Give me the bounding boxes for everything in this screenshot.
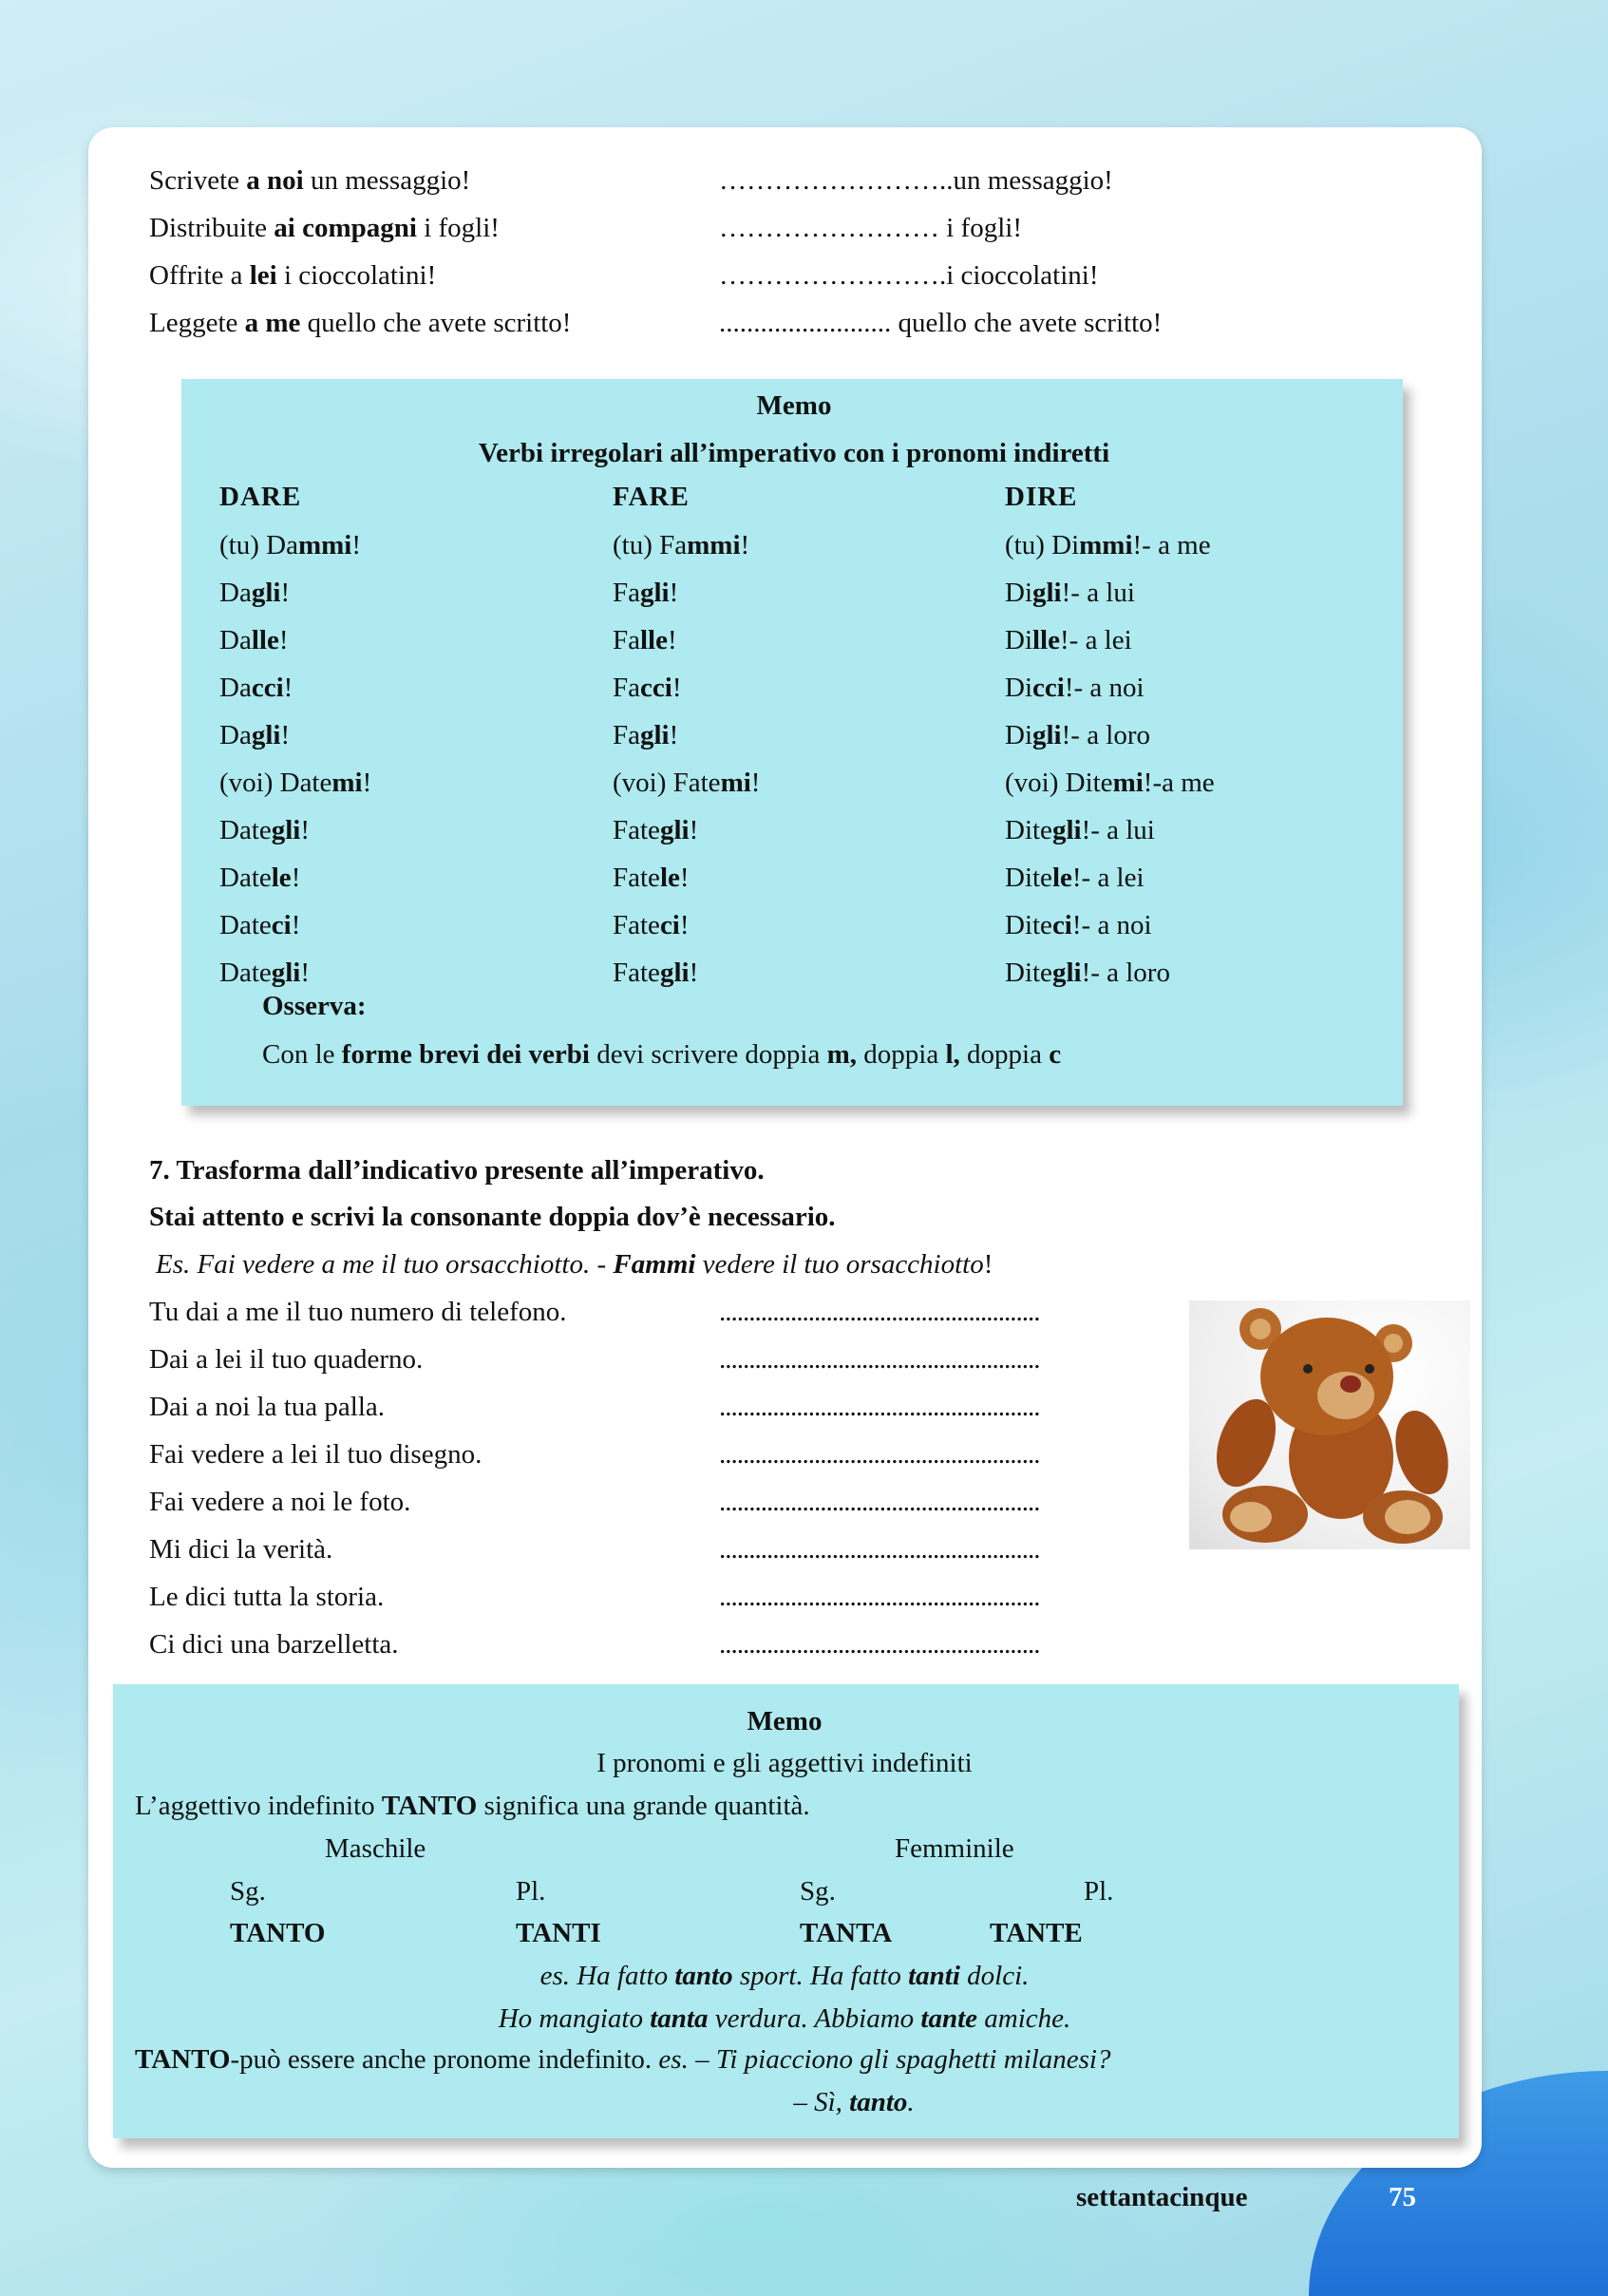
text-segment: ! — [689, 958, 699, 988]
text-segment: Date — [219, 910, 272, 940]
exercise-prompt — [149, 307, 571, 339]
text-segment: gli — [251, 578, 281, 608]
form-tante: TANTE — [990, 1918, 1083, 1948]
text-segment: ! — [291, 910, 301, 940]
text-segment: le — [1051, 863, 1072, 893]
text-segment: Di — [1005, 673, 1032, 703]
verb-form — [1005, 529, 1211, 561]
verb-form — [613, 672, 681, 704]
text-segment: Fate — [613, 863, 660, 893]
text-segment: …………………… i fogli! — [719, 213, 1022, 243]
text-segment: !- a noi — [1064, 673, 1145, 703]
text-segment: ci — [659, 910, 680, 940]
text-segment: ! — [983, 1249, 993, 1280]
text-segment: lle — [251, 625, 279, 655]
text-segment: i fogli! — [416, 213, 500, 243]
text-segment: lle — [640, 625, 668, 655]
exercise7-sentence: Dai a noi la tua palla. — [149, 1392, 386, 1422]
femminile-label: Femminile — [895, 1833, 1014, 1864]
verb-form — [613, 909, 690, 941]
verb-form — [613, 862, 690, 894]
text-segment: i cioccolatini! — [276, 260, 437, 291]
text-segment: mi — [720, 768, 751, 798]
exercise-answer-blank — [719, 307, 1162, 339]
text-segment: mmi — [297, 530, 352, 560]
text-segment: amiche. — [977, 2003, 1071, 2034]
verb-form — [613, 577, 678, 609]
verb-form — [219, 862, 300, 894]
text-segment: sport. Ha fatto — [732, 1961, 909, 1991]
verb-form — [1005, 577, 1135, 609]
exercise7-sentence: Dai a lei il tuo quaderno. — [149, 1344, 424, 1375]
text-segment: tante — [920, 2003, 978, 2034]
text-segment: Fate — [613, 815, 660, 845]
text-segment: Ho mangiato — [498, 2003, 651, 2034]
form-tanti: TANTI — [516, 1918, 601, 1948]
exercise-prompt — [149, 164, 470, 197]
text-segment: Fate — [613, 910, 660, 940]
form-tanto: TANTO — [230, 1918, 326, 1948]
exercise-prompt — [149, 259, 436, 292]
page-number: 75 — [1389, 2182, 1416, 2212]
text-segment: Offrite a — [149, 260, 250, 291]
verb-form — [1005, 719, 1150, 751]
text-segment: le — [659, 863, 680, 893]
text-segment: significa una grande quantità. — [477, 1791, 810, 1821]
text-segment: Fa — [613, 720, 640, 750]
text-segment: doppia — [959, 1039, 1050, 1070]
text-segment: gli — [640, 578, 670, 608]
text-segment: -può essere anche pronome indefinito. — [230, 2044, 659, 2075]
text-segment: ! — [669, 578, 679, 608]
text-segment: ! — [300, 958, 311, 988]
text-segment: cci — [251, 673, 284, 703]
text-segment: Di — [1005, 625, 1032, 655]
text-segment: Date — [219, 815, 272, 845]
text-segment: !- a lui — [1061, 578, 1135, 608]
text-segment: doppia — [857, 1039, 946, 1070]
exercise7-answer-blank: ...................................................... — [719, 1629, 1040, 1660]
text-segment: ! — [280, 578, 291, 608]
text-segment: gli — [659, 815, 690, 845]
text-segment: Scrivete — [149, 165, 247, 196]
exercise7-sentence: Ci dici una barzelletta. — [149, 1629, 399, 1660]
maschile-label: Maschile — [325, 1833, 426, 1864]
text-segment: ……………………..un messaggio! — [719, 165, 1113, 196]
verb-form — [1005, 624, 1132, 656]
text-segment: L’aggettivo indefinito — [135, 1791, 382, 1821]
text-segment: (voi) Fate — [613, 768, 721, 798]
memo1-title: Memo — [756, 390, 832, 421]
text-segment: !- a loro — [1081, 958, 1170, 988]
text-segment: gli — [1032, 578, 1062, 608]
text-segment: ! — [668, 625, 677, 655]
exercise7-sentence: Mi dici la verità. — [149, 1534, 333, 1565]
verb-form — [1005, 814, 1155, 846]
exercise7-answer-blank: ...................................................... — [719, 1487, 1040, 1517]
text-segment: es. Ha fatto — [539, 1961, 675, 1991]
verb-header: DIRE — [1005, 482, 1078, 512]
text-segment: gli — [659, 958, 690, 988]
text-segment: ! — [669, 720, 679, 750]
verb-form — [219, 529, 361, 561]
text-segment: Fa — [613, 578, 640, 608]
text-segment: (tu) Di — [1005, 530, 1080, 560]
memo2-title: Memo — [747, 1706, 823, 1736]
text-segment: ! — [750, 768, 761, 798]
exercise7-answer-blank: ...................................................... — [719, 1392, 1040, 1422]
text-segment: Da — [219, 578, 252, 608]
text-segment: mmi — [1079, 530, 1133, 560]
text-segment: ! — [679, 910, 690, 940]
memo2-pronoun-line — [135, 2043, 1111, 2076]
text-segment: Fa — [613, 673, 640, 703]
text-segment: !- a loro — [1061, 720, 1151, 750]
verb-form — [613, 767, 760, 799]
text-segment: gli — [640, 720, 670, 750]
page-word: settantacinque — [1076, 2182, 1248, 2212]
text-segment: tanto — [849, 2087, 908, 2117]
text-segment: ! — [278, 625, 289, 655]
verb-form — [613, 624, 677, 656]
number-label: Sg. — [800, 1876, 836, 1907]
text-segment: Da — [219, 673, 252, 703]
text-segment: Con le — [262, 1039, 342, 1070]
verb-header: FARE — [613, 482, 690, 512]
text-segment: le — [271, 863, 292, 893]
text-segment: cci — [1032, 673, 1065, 703]
text-segment: ! — [283, 673, 293, 703]
verb-form — [219, 672, 293, 704]
text-segment: gli — [251, 720, 281, 750]
text-segment: (tu) Fa — [613, 530, 688, 560]
verb-form — [1005, 909, 1152, 941]
text-segment: Es. Fai vedere a me il tuo orsacchiotto. - — [156, 1249, 614, 1280]
text-segment: Dite — [1005, 910, 1052, 940]
text-segment: Di — [1005, 578, 1032, 608]
text-segment: dolci. — [959, 1961, 1030, 1991]
exercise7-answer-blank: ...................................................... — [719, 1534, 1040, 1565]
text-segment: Dite — [1005, 958, 1052, 988]
verb-form — [1005, 957, 1170, 989]
exercise-answer-blank — [719, 164, 1113, 197]
text-segment: (voi) Date — [219, 768, 332, 798]
text-segment: a noi — [246, 165, 304, 196]
text-segment: gli — [271, 815, 301, 845]
text-segment: cci — [640, 673, 672, 703]
text-segment: Date — [219, 958, 272, 988]
text-segment: gli — [1032, 720, 1062, 750]
text-segment: vedere il tuo orsacchiotto — [695, 1249, 984, 1280]
text-segment: ! — [689, 815, 699, 845]
text-segment: ci — [1051, 910, 1072, 940]
text-segment: !- a lui — [1081, 815, 1155, 845]
memo2-intro — [135, 1790, 810, 1822]
exercise7-instruction: Stai attento e scrivi la consonante doppia dov’è necessario. — [149, 1202, 836, 1232]
text-segment: lei — [249, 260, 277, 291]
text-segment: ! — [362, 768, 372, 798]
text-segment: un messaggio! — [303, 165, 471, 196]
exercise-answer-blank — [719, 212, 1022, 244]
verb-form — [613, 814, 698, 846]
exercise7-sentence: Fai vedere a noi le foto. — [149, 1487, 411, 1517]
exercise7-answer-blank: ...................................................... — [719, 1439, 1040, 1470]
verb-form — [613, 719, 678, 751]
text-segment: Da — [219, 720, 252, 750]
verb-form — [219, 719, 290, 751]
exercise7-answer-blank: ...................................................... — [719, 1344, 1040, 1375]
text-segment: a me — [244, 308, 301, 338]
form-tanta: TANTA — [800, 1918, 893, 1948]
text-segment: Fate — [613, 958, 660, 988]
text-segment: ! — [291, 863, 301, 893]
text-segment: Distribuite — [149, 213, 274, 243]
text-segment: ......................... quello che avete scritto! — [719, 308, 1163, 338]
osserva-label: Osserva: — [262, 991, 367, 1021]
memo2-example2 — [499, 2002, 1071, 2035]
text-segment: m, — [826, 1039, 858, 1070]
exercise7-answer-blank: ...................................................... — [719, 1297, 1040, 1327]
text-segment: ! — [351, 530, 361, 560]
exercise-answer-blank — [719, 259, 1099, 292]
verb-header: DARE — [219, 482, 302, 512]
text-segment: !- a lei — [1071, 863, 1145, 893]
number-label: Sg. — [230, 1876, 266, 1907]
text-segment: forme brevi dei verbi — [341, 1039, 590, 1070]
text-segment: quello che avete scritto! — [300, 308, 572, 338]
text-segment: !-a me — [1143, 768, 1215, 798]
text-segment: !- a lei — [1060, 625, 1132, 655]
osserva-text — [262, 1038, 1061, 1071]
text-segment: gli — [271, 958, 301, 988]
text-segment: (tu) Da — [219, 530, 298, 560]
text-segment: l, — [945, 1039, 960, 1070]
text-segment: …………………….i cioccolatini! — [719, 260, 1099, 291]
teddy-bear-image — [1189, 1300, 1470, 1549]
text-segment: mi — [1112, 768, 1144, 798]
text-segment: ! — [679, 863, 690, 893]
text-segment: TANTO — [135, 2044, 231, 2075]
number-label: Pl. — [1084, 1876, 1114, 1907]
memo1-subtitle: Verbi irregolari all’imperativo con i pronomi indiretti — [478, 438, 1110, 468]
verb-form — [219, 767, 371, 799]
exercise7-sentence: Tu dai a me il tuo numero di telefono. — [149, 1297, 567, 1327]
text-segment: Dite — [1005, 863, 1052, 893]
text-segment: . — [907, 2087, 915, 2117]
text-segment: c — [1049, 1039, 1062, 1070]
text-segment: TANTO — [381, 1791, 478, 1821]
verb-form — [613, 529, 749, 561]
text-segment: verdura. Abbiamo — [708, 2003, 921, 2034]
exercise-prompt — [149, 212, 500, 244]
memo2-example1 — [540, 1960, 1030, 1992]
text-segment: tanto — [674, 1961, 733, 1991]
text-segment: gli — [1051, 815, 1082, 845]
verb-form — [219, 624, 289, 656]
text-segment: Di — [1005, 720, 1032, 750]
text-segment: es. – Ti piacciono gli spaghetti milanesi? — [658, 2044, 1111, 2075]
verb-form — [219, 909, 300, 941]
text-segment: ! — [300, 815, 311, 845]
memo2-answer-line — [793, 2086, 914, 2118]
exercise7-answer-blank: ...................................................... — [719, 1582, 1040, 1612]
verb-form — [219, 814, 310, 846]
verb-form — [1005, 862, 1145, 894]
text-segment: ! — [280, 720, 291, 750]
text-segment: ci — [271, 910, 292, 940]
exercise7-sentence: Fai vedere a lei il tuo disegno. — [149, 1439, 482, 1470]
text-segment: ! — [672, 673, 682, 703]
verb-form — [1005, 767, 1215, 799]
text-segment: !- a me — [1132, 530, 1211, 560]
text-segment: tanta — [650, 2003, 709, 2034]
text-segment: – Sì, — [793, 2087, 850, 2117]
text-segment: Dite — [1005, 815, 1052, 845]
text-segment: tanti — [908, 1961, 960, 1991]
text-segment: Fa — [613, 625, 640, 655]
text-segment: Da — [219, 625, 252, 655]
verb-form — [1005, 672, 1145, 704]
text-segment: Date — [219, 863, 272, 893]
text-segment: mi — [331, 768, 363, 798]
exercise7-sentence: Le dici tutta la storia. — [149, 1582, 385, 1612]
text-segment: ! — [740, 530, 750, 560]
number-label: Pl. — [516, 1876, 546, 1907]
text-segment: gli — [1051, 958, 1082, 988]
exercise7-title: 7. Trasforma dall’indicativo presente all’imperativo. — [149, 1155, 765, 1186]
text-segment: (voi) Dite — [1005, 768, 1113, 798]
text-segment: mmi — [687, 530, 741, 560]
text-segment: ai compagni — [274, 213, 417, 243]
verb-form — [219, 957, 310, 989]
verb-form — [613, 957, 698, 989]
text-segment: Leggete — [149, 308, 245, 338]
exercise7-example — [156, 1248, 993, 1281]
verb-form — [219, 577, 290, 609]
text-segment: !- a noi — [1071, 910, 1152, 940]
text-segment: lle — [1032, 625, 1060, 655]
text-segment: devi scrivere doppia — [589, 1039, 827, 1070]
text-segment: Fammi — [613, 1249, 696, 1280]
memo2-subtitle: I pronomi e gli aggettivi indefiniti — [596, 1748, 973, 1778]
